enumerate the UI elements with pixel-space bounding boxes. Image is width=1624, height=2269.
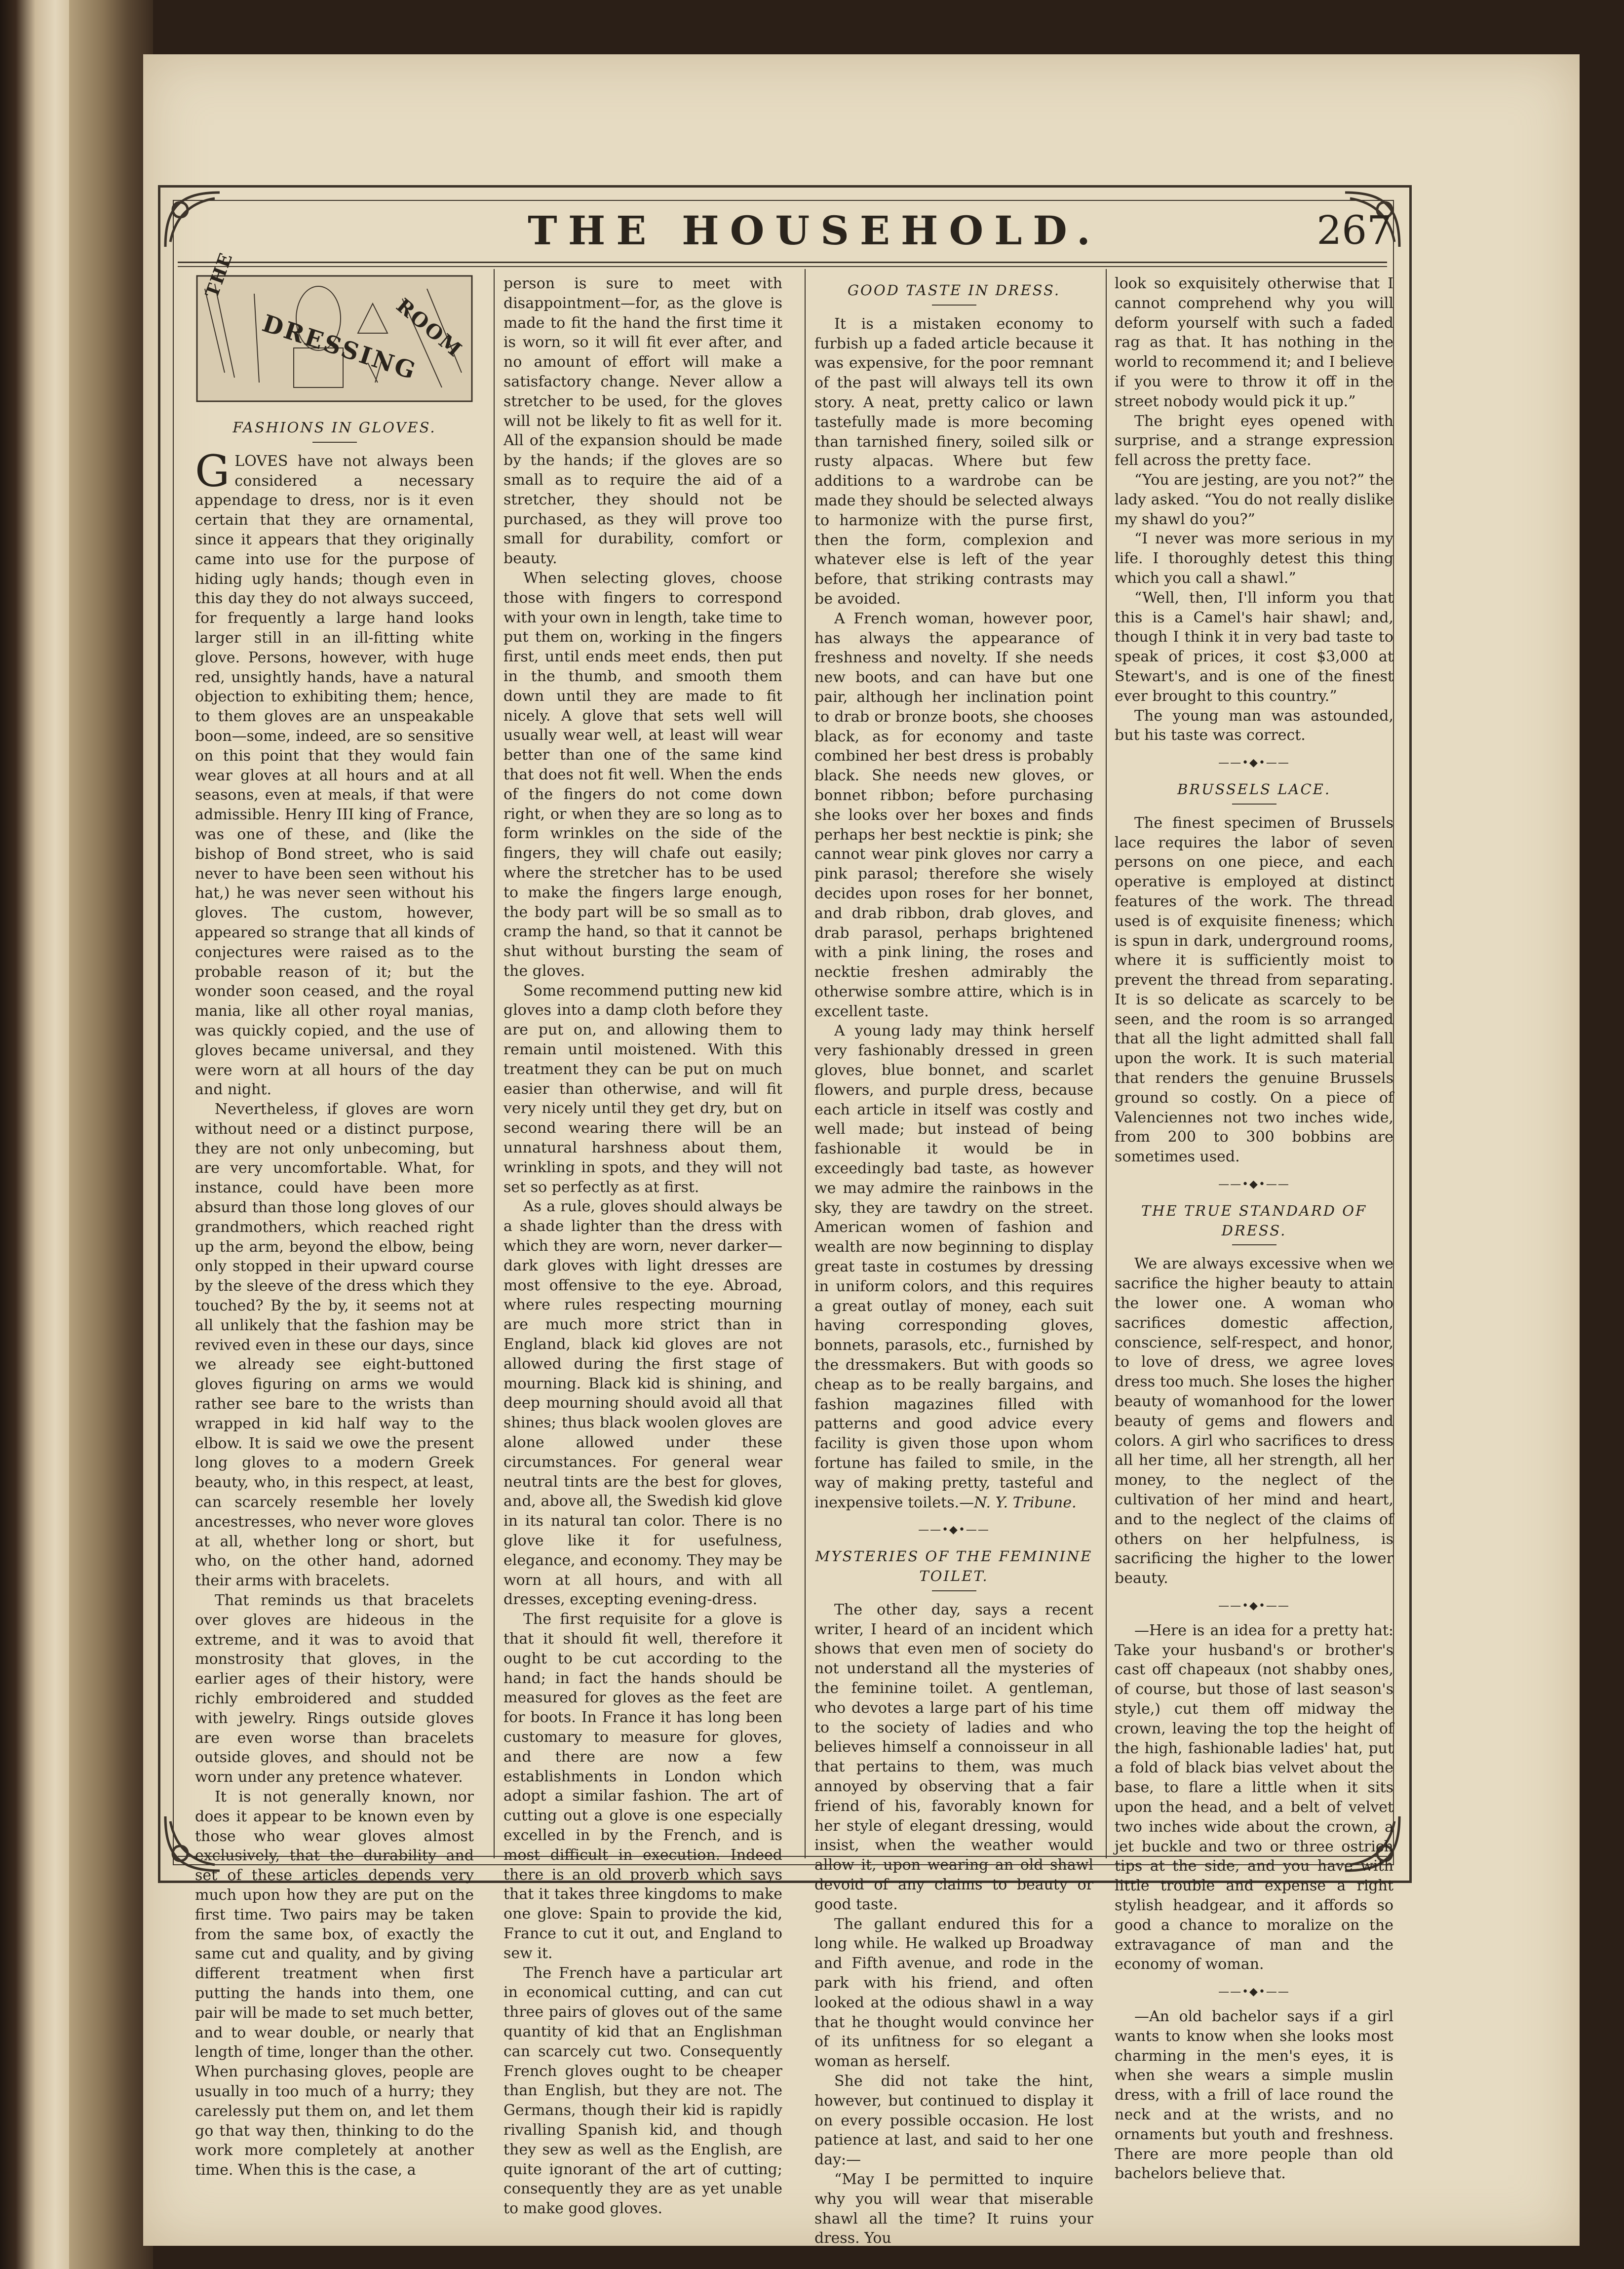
header-rule-thin — [178, 266, 1387, 267]
paragraph: It is not generally known, nor does it appear to be known even by those who wear gloves almost exclusively, that the durability and set of these articles depends very much upon how they are put on the first time. Two pairs may be taken from the same box, of exactly the same cut and quality, and by giving different treatment when first putting the hands into them, one pair will be made to set much better, and to wear double, or nearly that length of time, longer than the other. When purchasing gloves, people are usually in too much of a hurry; they carelessly put them on, and let them go that way then, thinking to do the work more completely at another time. When this is the case, a — [195, 1788, 474, 2179]
section-ornament: ——•◆•—— — [918, 1524, 990, 1537]
page-number: 267 — [1316, 207, 1392, 253]
column-4 — [1115, 274, 1393, 2184]
heading-rule — [312, 442, 357, 443]
heading-rule — [932, 1590, 976, 1591]
header-rule — [178, 262, 1387, 263]
paragraph: Some recommend putting new kid gloves into a damp cloth before they are put on, and allowing them to remain until moistened. With this treatment they can be put on much easier than otherwise, and will fit very nicely until they get dry, but on second wearing there will be an unnatural harshness about them, wrinkling in spots, and they will not set so perfectly as at first. — [503, 982, 782, 1196]
paragraph: look so exquisitely otherwise that I cannot comprehend why you will deform yourself with such a faded rag as that. It has nothing in the world to recommend it; and I believe if you were to throw it off in the street nobody would pick it up.” — [1115, 275, 1393, 410]
paragraph: —Here is an idea for a pretty hat: Take your husband's or brother's cast off chapeaux (not shabby ones, of course, but those of last season's style,) cut them off midway the crown, leaving the top the height of the high, fashionable ladies' hat, put a fold of black bias velvet about the base, to flare a little when it sits upon the head, and a belt of velvet two inches wide about the crown, a jet buckle and two or three ostrich tips at the side, and you have with little trouble and expense a right stylish headgear, and it affords so good a chance to moralize on the extravagance of man and the economy of woman. — [1115, 1621, 1393, 1973]
paragraph: A young lady may think herself very fashionably dressed in green gloves, blue bonnet, and scarlet flowers, and purple dress, because each article in itself was costly and well made; but instead of being fashionable it would be in exceedingly bad taste, as however we may admire the rainbows in the sky, they are tawdry on the street. American women of fashion and wealth are now beginning to display great taste in costumes by dressing in uniform colors, and this requires a great outlay of money, each suit having corresponding gloves, bonnets, parasols, etc., furnished by the dressmakers. But with goods so cheap as to be really bargains, and fashion magazines filled with patterns and good advice every facility is given those upon whom fortune has failed to smile, in the way of making pretty, tasteful and inexpensive toilets.— — [814, 1022, 1093, 1511]
paragraph: We are always excessive when we sacrifice the higher beauty to attain the lower one. A woman who sacrifices domestic affection, conscience, self-respect, and honor, to love of dress, we agree loves dress too much. She loses the higher beauty of womanhood for the lower beauty of gems and flowers and colors. A girl who sacrifices to dress all her time, all her strength, all her money, to the neglect of the cultivation of her mind and heart, and to the neglect of the claims of others on her helpfulness, is sacrificing the higher to the lower beauty. — [1115, 1255, 1393, 1587]
paragraph: “May I be permitted to inquire why you will wear that miserable shawl all the time? It ruins your dress. You — [814, 2170, 1093, 2247]
paragraph: The gallant endured this for a long while. He walked up Broadway and Fifth avenue, and rode in the park with his friend, and often looked at the odious shawl in a way that he thought would convince her of its unfitness for so elegant a woman as herself. — [814, 1915, 1093, 2071]
heading-rule — [1232, 804, 1276, 805]
heading-rule — [1232, 1244, 1276, 1245]
paragraph: “You are jesting, are you not?” the lady asked. “You do not really dislike my shawl do you?” — [1115, 471, 1393, 528]
section-ornament: ——•◆•—— — [1218, 1600, 1290, 1612]
paragraph: The finest specimen of Brussels lace requires the labor of seven persons on one piece, and each operative is employed at distinct features of the work. The thread used is of exquisite fineness; which is spun in dark, underground rooms, where it is sufficiently moist to prevent the thread from separating. It is so delicate as scarcely to be seen, and the room is so arranged that all the light admitted shall fall upon the work. It is such material that renders the genuine Brussels ground so costly. On a piece of Valenciennes not two inches wide, from 200 to 300 bobbins are sometimes used. — [1115, 814, 1393, 1166]
column-2 — [503, 274, 782, 2219]
article-heading-brussels-lace: BRUSSELS LACE. — [1177, 780, 1331, 798]
paragraph: A French woman, however poor, has always the appearance of freshness and novelty. If she needs new boots, and can have but one pair, although her inclination point to drab or bronze boots, she chooses black, as for economy and taste combined her best dress is probably black. She needs new gloves, or bonnet ribbon; before purchasing she looks over her boxes and finds perhaps her best necktie is pink; she cannot wear pink gloves nor carry a pink parasol; therefore she wisely decides upon roses for her bonnet, and drab ribbon, drab gloves, and drab parasol, perhaps brightened with a pink lining, the roses and necktie freshen admirably the otherwise sombre attire, which is in excellent taste. — [814, 610, 1093, 1020]
facing-page-edge — [0, 0, 79, 2269]
logo-text-room: ROOM — [391, 294, 467, 362]
article-heading-true-standard: THE TRUE STANDARD OF DRESS. — [1141, 1202, 1367, 1239]
section-ornament: ——•◆•—— — [1218, 1178, 1290, 1191]
source-credit: N. Y. Tribune. — [974, 1494, 1077, 1511]
paragraph: When selecting gloves, choose those with fingers to correspond with your own in length, take time to put them on, working in the fingers first, until ends meet ends, then put in the thumb, and smooth them down until they are made to fit nicely. A glove that sets well will usually wear well, at least will wear better than one of the same kind that does not fit well. When the ends of the fingers do not come down right, or when they are so long as to form wrinkles on the side of the fingers, they will chafe out easily; where the stretcher has to be used to make the fingers large enough, the body part will be so small as to cramp the hand, so that it cannot be shut without bursting the seam of the gloves. — [503, 569, 782, 980]
paragraph: The young man was astounded, but his taste was correct. — [1115, 707, 1393, 744]
column-1 — [195, 249, 474, 2180]
paragraph: The first requisite for a glove is that it should fit well, therefore it ought to be cut according to the hand; in fact the hands should be measured for gloves as the feet are for boots. In France it has long been customary to measure for gloves, and there are now a few establishments in London which adopt a similar fashion. The art of cutting out a glove is one especially excelled in by the French, and is most difficult in execution. Indeed there is an old proverb which says that it takes three kingdoms to make one glove: Spain to provide the kid, France to cut it out, and England to sew it. — [503, 1611, 782, 1962]
column-divider-2 — [805, 269, 806, 1858]
paragraph: —An old bachelor says if a girl wants to know when she looks most charming in the men's eyes, it is when she wears a simple muslin dress, with a frill of lace round the neck and at the wrists, and no ornaments but youth and freshness. There are more people than old bachelors believe that. — [1115, 2007, 1393, 2183]
paragraph: It is a mistaken economy to furbish up a faded article because it was expensive, for the poor remnant of the past will always tell its own story. A neat, pretty calico or lawn tastefully made is more becoming than tarnished finery, soiled silk or rusty alpacas. Where but few additions to a wardrobe can be made they should be selected always to harmonize with the purse first, then the form, complexion and whatever else is left of the year before, that striking contrasts may be avoided. — [814, 315, 1093, 608]
paragraph: She did not take the hint, however, but continued to display it on every possible occasion. He lost patience at last, and said to her one day:— — [814, 2072, 1093, 2169]
paragraph: Nevertheless, if gloves are worn without need or a distinct purpose, they are not only unbecoming, but are very uncomfortable. What, for instance, could have been more absurd than those long gloves of our grandmothers, which reached right up the arm, beyond the elbow, being only stopped in their upward course by the sleeve of the dress which they touched? By the by, it seems not at all unlikely that the fashion may be revived even in these our days, since we already see eight-buttoned gloves figuring on arms we would rather see bare to the wrists than wrapped in kid half way to the elbow. It is said we owe the present long gloves to a modern Greek beauty, who, in this respect, at least, can scarcely resemble her lovely ancestresses, who never wore gloves at all, whether long or short, but who, on the other hand, adorned their arms with bracelets. — [195, 1101, 474, 1590]
heading-rule — [932, 305, 976, 306]
logo-text-the: THE — [201, 249, 237, 301]
column-3 — [814, 274, 1093, 2248]
section-ornament: ——•◆•—— — [1218, 1986, 1290, 1999]
article-heading-good-taste: GOOD TASTE IN DRESS. — [847, 282, 1061, 299]
page-title: THE HOUSEHOLD. — [528, 207, 1101, 254]
paragraph: “Well, then, I'll inform you that this is a Camel's hair shawl; and, though I think it in very bad taste to speak of prices, it cost $3,000 at Stewart's, and is one of the finest ever brought to this country.” — [1115, 589, 1393, 705]
paragraph: The bright eyes opened with surprise, and a strange expression fell across the pretty face. — [1115, 412, 1393, 469]
article-heading-mysteries: MYSTERIES OF THE FEMININE TOILET. — [815, 1548, 1093, 1584]
paragraph: “I never was more serious in my life. I thoroughly detest this thing which you call a shawl.” — [1115, 530, 1393, 587]
paragraph: LOVES have not always been considered a necessary appendage to dress, nor is it even certain that they are ornamental, since it appears that they originally came into use for the purpose of hiding ugly hands; though even in this day they do not always succeed, for frequently a large hand looks larger still in an ill-fitting white glove. Persons, however, with huge red, unsightly hands, have a natural objection to exhibiting them; hence, to them gloves are an unspeakable boon—some, indeed, are so sensitive on this point that they would fain wear gloves at all hours and at all seasons, even at meals, if that were admissible. Henry III king of France, was one of these, and (like the bishop of Bond street, who is said never to have been seen without his hat,) he was never seen without his gloves. The custom, however, appeared so strange that all kinds of conjectures were raised as to the probable reason of it; but the wonder soon ceased, and the royal mania, like all other royal manias, was quickly copied, and the use of gloves became universal, and they were worn at all hours of the day and night. — [195, 452, 474, 1099]
paragraph: person is sure to meet with disappointment—for, as the glove is made to fit the hand the first time it is worn, so it will fit ever after, and no amount of effort will make a satisfactory change. Never allow a stretcher to be used, for the gloves will not be likely to fit as well for it. All of the expansion should be made by the hands; if the gloves are so small as to require the aid of a stretcher, they should not be purchased, as they will prove too small for durability, comfort or beauty. — [503, 275, 782, 568]
paragraph: The other day, says a recent writer, I heard of an incident which shows that even men of society do not understand all the mysteries of the feminine toilet. A gentleman, who devotes a large part of his time to the society of ladies and who believes himself a connoisseur in all that pertains to them, was much annoyed by observing that a fair friend of his, favorably known for her style of elegant dressing, would insist, when the weather would allow it, upon wearing an old shawl devoid of any claims to beauty or good taste. — [814, 1601, 1093, 1913]
book-binding — [69, 0, 153, 2269]
column-divider-3 — [1106, 269, 1107, 1858]
section-ornament: ——•◆•—— — [1218, 757, 1290, 769]
paragraph: As a rule, gloves should always be a shade lighter than the dress with which they are worn, never darker—dark gloves with light dresses are most offensive to the eye. Abroad, where rules respecting mourning are much more strict than in England, black kid gloves are not allowed during the first stage of mourning. Black kid is shining, and deep mourning should avoid all that shines; thus black woolen gloves are alone allowed under these circumstances. For general wear neutral tints are the best for gloves, and, above all, the Swedish kid glove in its natural tan color. There is no glove like it for usefulness, elegance, and economy. They may be worn at all hours, and with all dresses, excepting evening-dress. — [503, 1198, 782, 1609]
drop-cap: G — [195, 445, 230, 497]
column-divider-1 — [494, 269, 495, 1858]
article-heading-fashions-in-gloves: FASHIONS IN GLOVES. — [232, 419, 436, 436]
dressing-room-logo — [195, 249, 474, 403]
corner-ornament-top-left — [160, 188, 225, 252]
paragraph: That reminds us that bracelets over gloves are hideous in the extreme, and it was to avoid that monstrosity that gloves, in the earlier ages of their history, were richly embroidered and studded with jewelry. Rings outside gloves are even worse than bracelets outside gloves, and should not be worn under any pretence whatever. — [195, 1592, 474, 1786]
paragraph: The French have a particular art in economical cutting, and can cut three pairs of gloves out of the same quantity of kid that an Englishman can scarcely cut two. Consequently French gloves ought to be cheaper than English, but they are not. The Germans, though their kid is rapidly rivalling Spanish kid, and though they sew as well as the English, are quite ignorant of the art of cutting; consequently they are as yet unable to make good gloves. — [503, 1964, 782, 2218]
logo-text-dressing: DRESSING — [259, 309, 421, 385]
